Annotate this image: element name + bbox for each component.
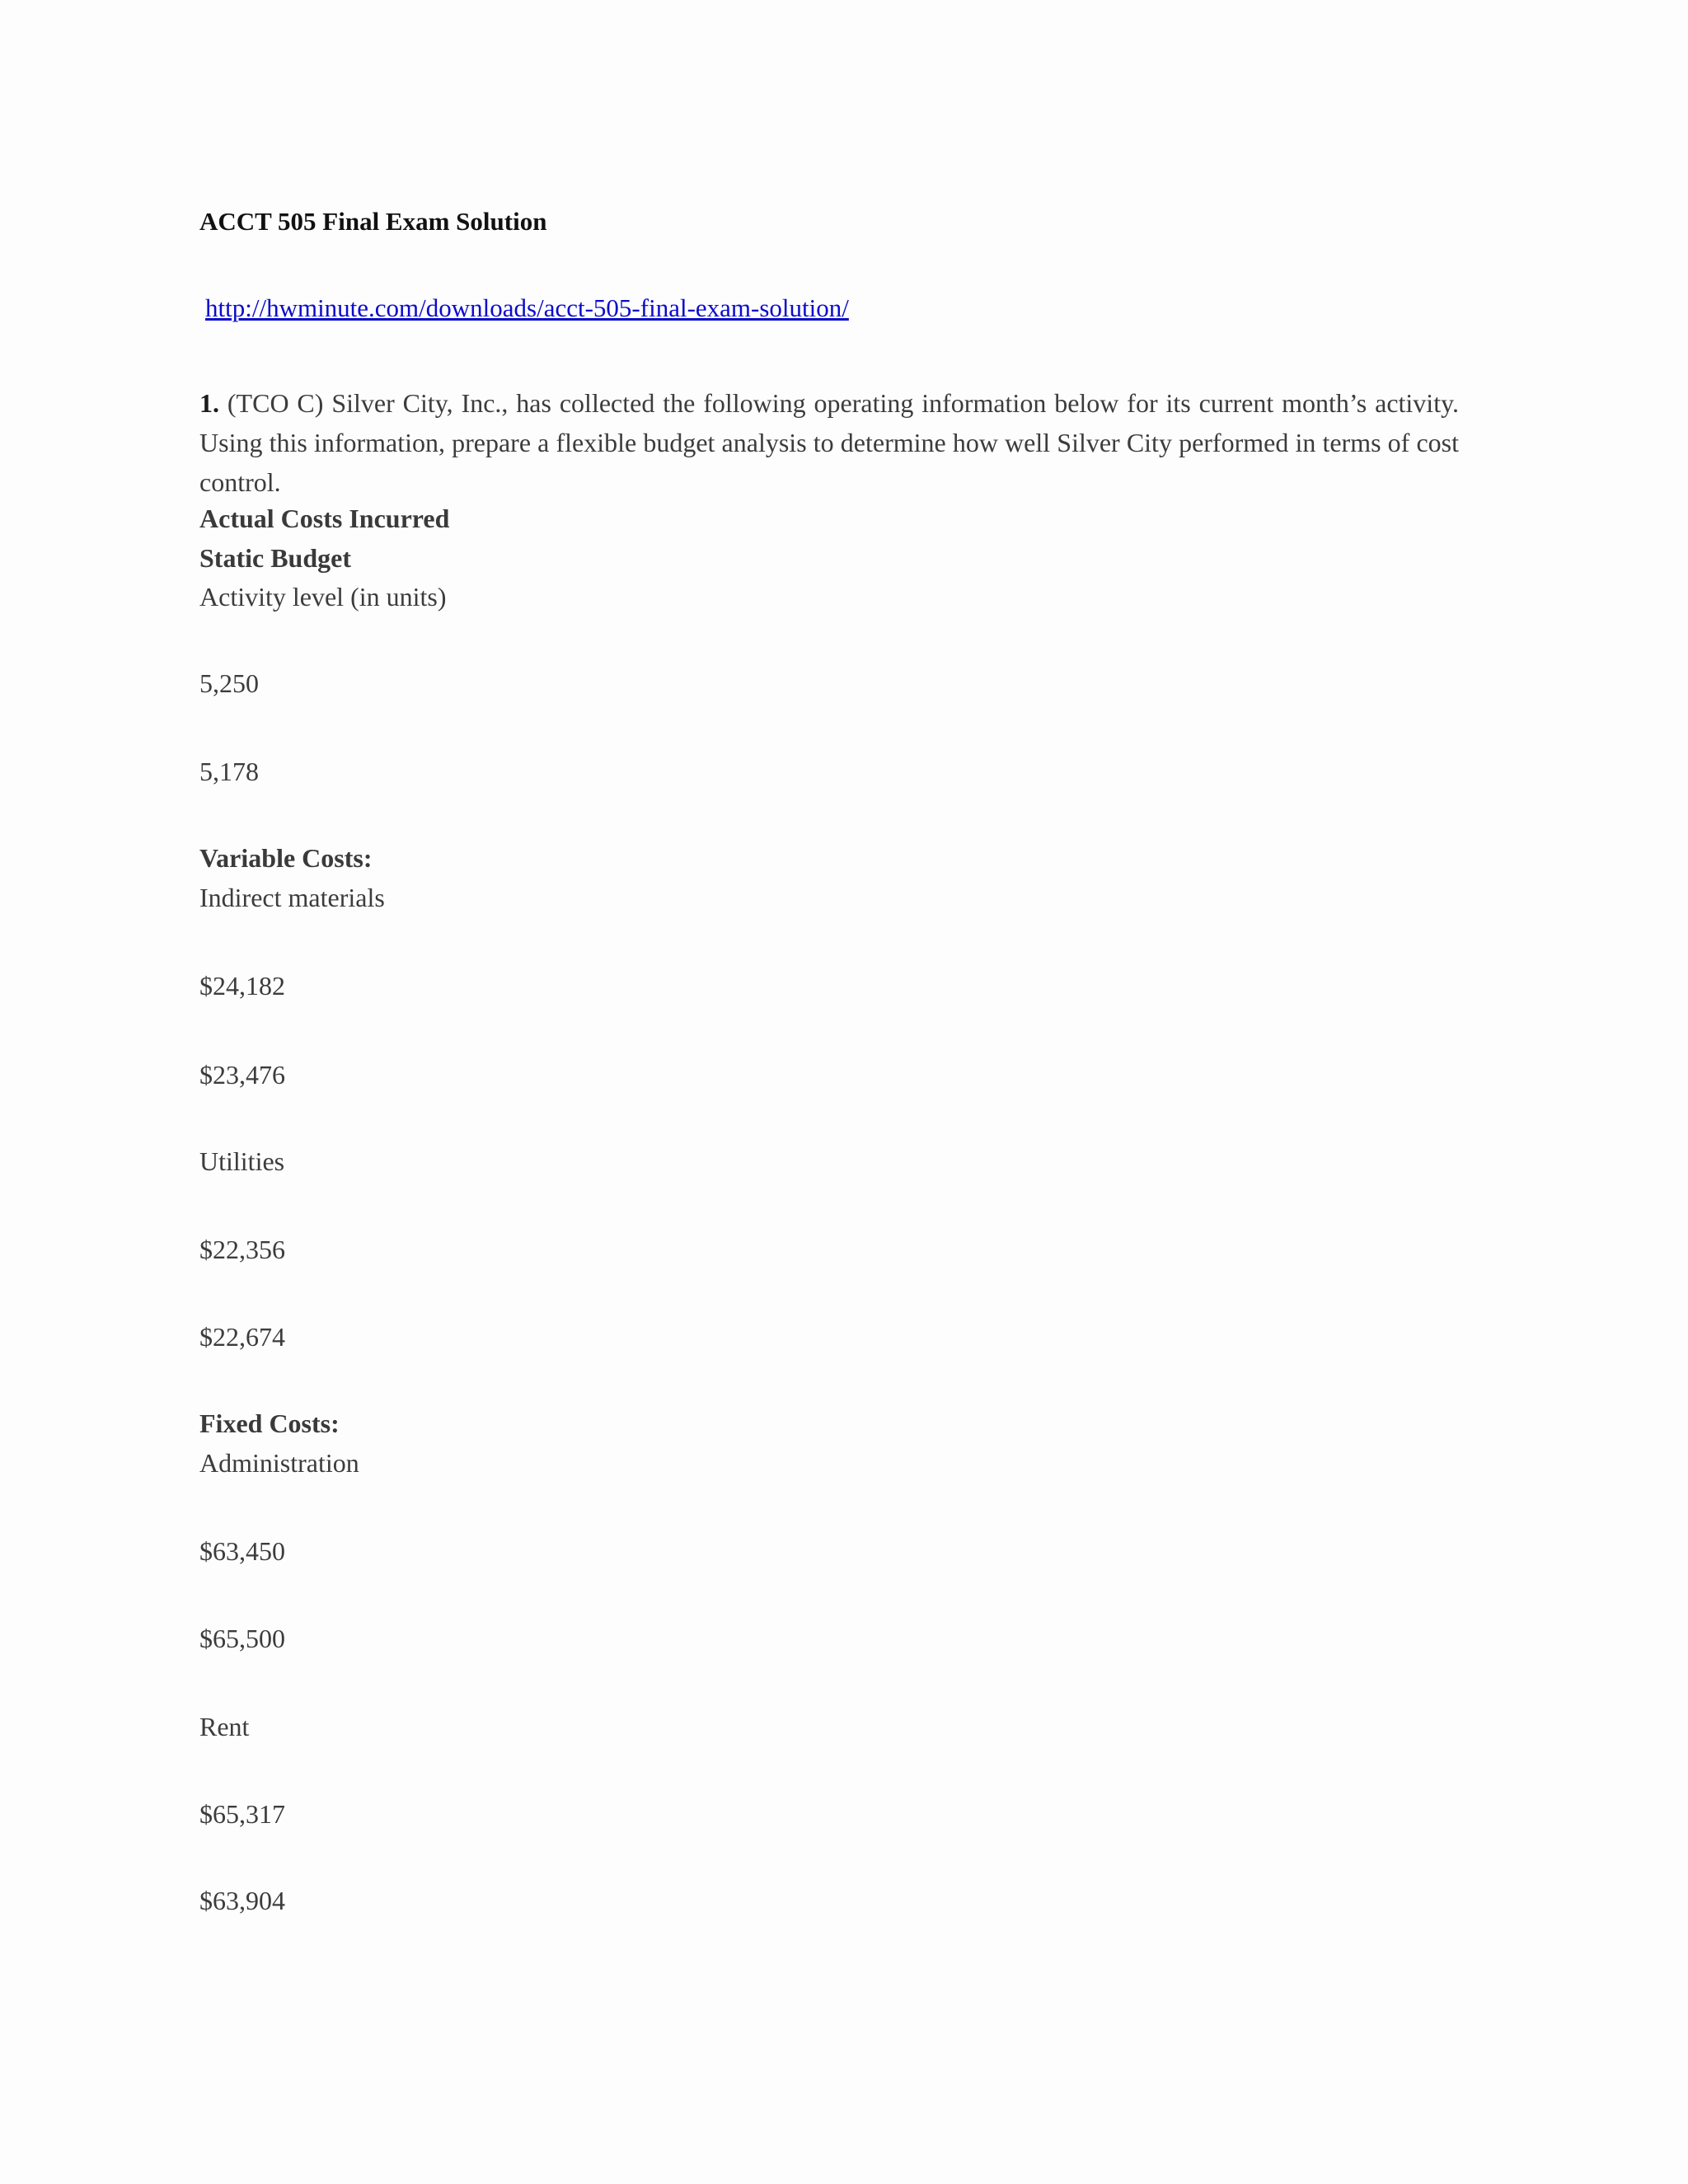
rent-actual: $65,317: [199, 1799, 285, 1829]
indirect-materials-actual: $24,182: [199, 971, 285, 1001]
question-number: 1.: [199, 388, 219, 418]
document-title: ACCT 505 Final Exam Solution: [199, 207, 547, 236]
utilities-label: Utilities: [199, 1146, 285, 1176]
utilities-static: $22,674: [199, 1322, 285, 1352]
rent-label: Rent: [199, 1712, 250, 1741]
indirect-materials-static: $23,476: [199, 1060, 285, 1090]
administration-label: Administration: [199, 1448, 359, 1478]
question-text: (TCO C) Silver City, Inc., has collected the following operating information below for its current month’s activity. Using this information, prepare a flexible budget analysis to determine how well Silver City performed in terms of cost control.: [199, 388, 1460, 497]
administration-static: $65,500: [199, 1624, 285, 1653]
indirect-materials-label: Indirect materials: [199, 883, 385, 912]
solution-link[interactable]: http://hwminute.com/downloads/acct-505-final-exam-solution/: [205, 293, 849, 322]
rent-static: $63,904: [199, 1886, 285, 1915]
activity-actual-value: 5,250: [199, 668, 259, 698]
fixed-costs-heading: Fixed Costs:: [199, 1408, 340, 1438]
activity-level-label: Activity level (in units): [199, 582, 447, 612]
administration-actual: $63,450: [199, 1536, 285, 1566]
variable-costs-heading: Variable Costs:: [199, 843, 373, 873]
activity-static-value: 5,178: [199, 757, 259, 786]
header-static-budget: Static Budget: [199, 543, 351, 573]
header-actual-costs: Actual Costs Incurred: [199, 504, 450, 533]
utilities-actual: $22,356: [199, 1235, 285, 1264]
question-paragraph: [199, 383, 1459, 502]
